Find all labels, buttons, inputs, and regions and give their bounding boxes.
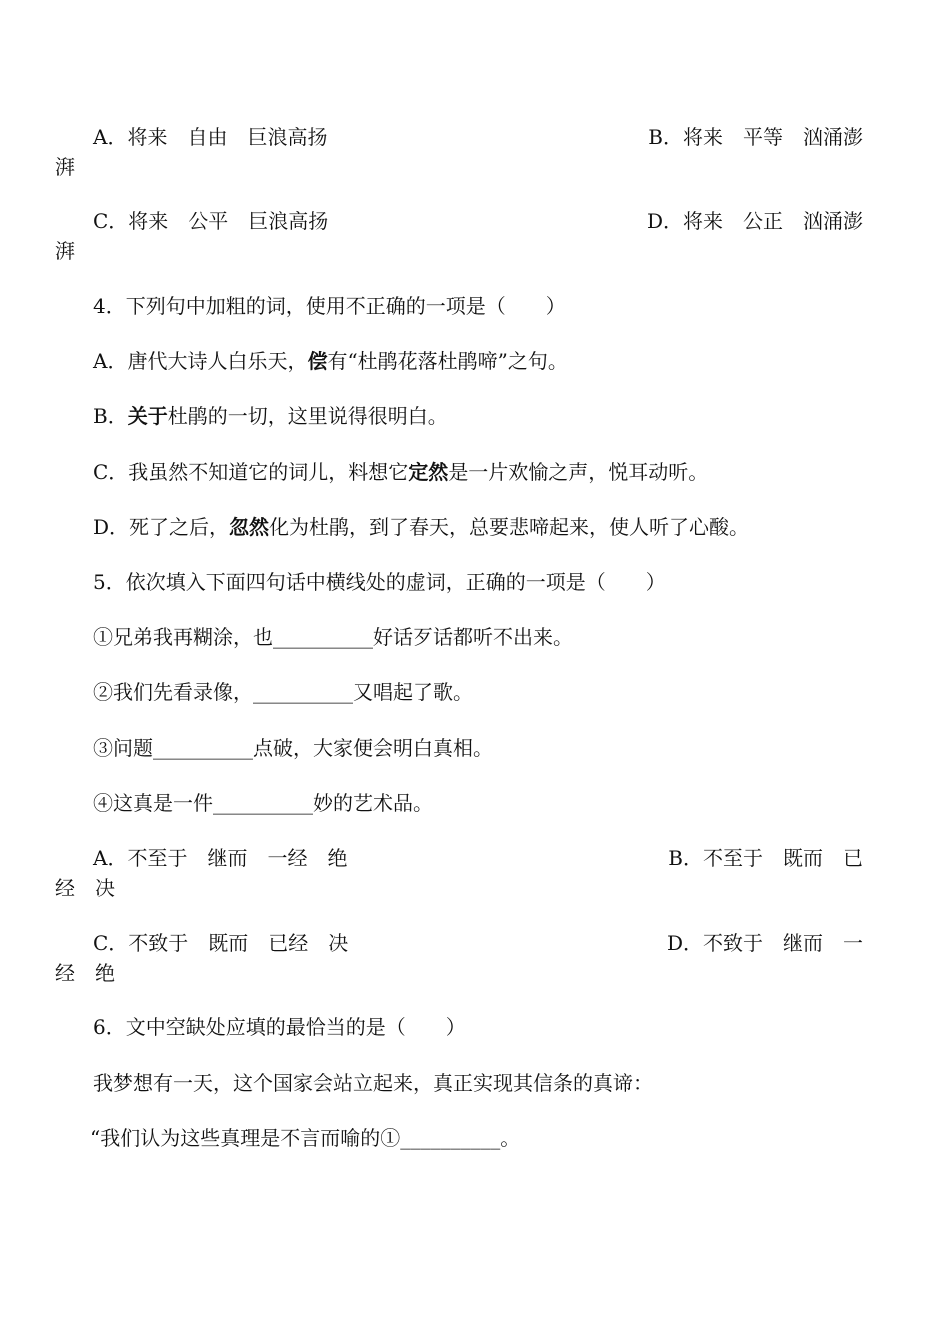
- q5-option-d-wrap: 经 绝: [55, 961, 115, 985]
- q4-c-post: 是一片欢愉之声，悦耳动听。: [448, 460, 709, 484]
- q3-option-a: A．将来 自由 巨浪高扬: [93, 125, 328, 149]
- q4-c-bold: 定然: [408, 460, 449, 484]
- q6-paragraph-2: “我们认为这些真理是不言而喻的①__________。: [90, 1126, 521, 1150]
- q3-option-b-wrap: 湃: [55, 155, 75, 179]
- q4-b-post: 杜鹃的一切，这里说得很明白。: [167, 404, 448, 428]
- q3-option-row-2: [55, 206, 863, 266]
- q4-a-post: 有“杜鹃花落杜鹃啼”之句。: [327, 349, 568, 373]
- q5-sentence-2: ②我们先看录像，__________又唱起了歌。: [93, 680, 473, 704]
- q4-d-post: 化为杜鹃，到了春天，总要悲啼起来，使人听了心酸。: [269, 515, 750, 539]
- q5-sentence-3: ③问题__________点破，大家便会明白真相。: [93, 736, 493, 760]
- q4-stem: 4．下列句中加粗的词，使用不正确的一项是（ ）: [93, 294, 566, 318]
- q3-option-d: D．将来 公正 汹涌澎: [646, 209, 863, 233]
- q4-option-d: [93, 515, 749, 539]
- q5-sentence-1: ①兄弟我再糊涂，也__________好话歹话都听不出来。: [93, 625, 573, 649]
- q4-option-c: [93, 460, 708, 484]
- q4-option-b: [93, 404, 448, 428]
- q5-option-c: C．不致于 既而 已经 决: [93, 931, 349, 955]
- q3-option-d-wrap: 湃: [55, 239, 75, 263]
- q5-option-b-wrap: 经 决: [55, 876, 115, 900]
- q5-option-a: A．不至于 继而 一经 绝: [93, 846, 348, 870]
- q5-option-d: D．不致于 继而 一: [666, 931, 863, 955]
- q4-b-bold: 关于: [127, 404, 168, 428]
- q5-sentence-4: ④这真是一件__________妙的艺术品。: [93, 791, 433, 815]
- q5-option-row-2: [55, 928, 863, 988]
- q4-c-pre: C．我虽然不知道它的词儿，料想它: [93, 460, 409, 484]
- q6-stem: 6．文中空缺处应填的最恰当的是（ ）: [93, 1015, 466, 1039]
- q4-option-a: [93, 349, 568, 373]
- q4-b-pre: B．: [93, 404, 128, 428]
- q5-option-b: B．不至于 既而 已: [668, 846, 863, 870]
- q4-d-pre: D．死了之后，: [93, 515, 230, 539]
- q3-option-row-1: [55, 122, 863, 182]
- q5-option-row-1: [55, 843, 863, 903]
- q3-option-b: B．将来 平等 汹涌澎: [648, 125, 863, 149]
- q3-option-c: C．将来 公平 巨浪高扬: [93, 209, 329, 233]
- q5-stem: 5．依次填入下面四句话中横线处的虚词，正确的一项是（ ）: [93, 570, 666, 594]
- q4-a-bold: 偿: [307, 349, 328, 373]
- q4-d-bold: 忽然: [229, 515, 270, 539]
- q6-paragraph-1: 我梦想有一天，这个国家会站立起来，真正实现其信条的真谛：: [93, 1071, 653, 1095]
- q4-a-pre: A．唐代大诗人白乐天，: [93, 349, 308, 373]
